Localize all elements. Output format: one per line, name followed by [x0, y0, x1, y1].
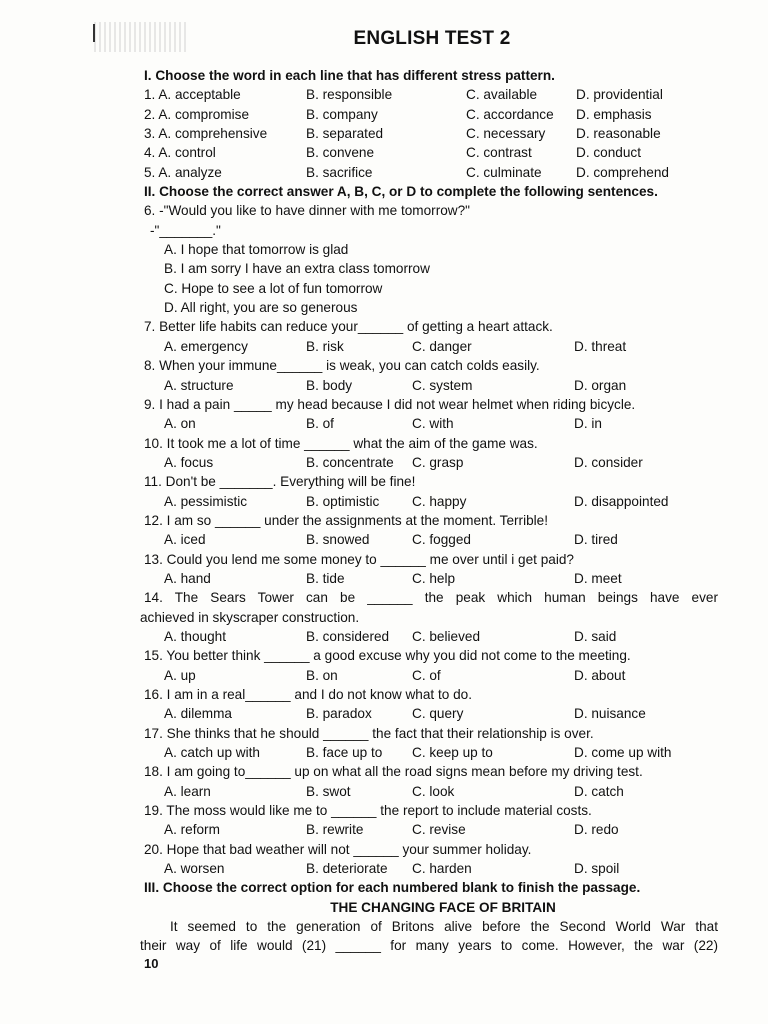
word-c: C. culminate [466, 164, 542, 180]
option-b: B. tide [306, 570, 345, 586]
word-c: C. available [466, 87, 538, 103]
question-stem: 7. Better life habits can reduce your______ of getting a heart attack. [144, 319, 553, 335]
option-d: D. redo [574, 822, 619, 838]
option-d: D. in [574, 416, 602, 432]
option-a: A. focus [164, 454, 214, 470]
option-a: A. pessimistic [164, 493, 248, 509]
section-1-heading: I. Choose the word in each line that has different stress pattern. [144, 68, 555, 83]
question-stem: 12. I am so ______ under the assignments at the moment. Terrible! [144, 512, 549, 528]
word-a: 1. A. acceptable [144, 87, 241, 103]
option-c: C. happy [412, 493, 467, 509]
option-a: A. up [164, 667, 196, 683]
option-a: A. hand [164, 570, 211, 586]
question-stem: 10. It took me a lot of time ______ what the aim of the game was. [144, 435, 538, 451]
question-6-stem: 6. -"Would you like to have dinner with me tomorrow?" [144, 203, 470, 219]
question-14-line-2: achieved in skyscraper construction. [140, 609, 360, 625]
option-c: C. query [412, 706, 464, 722]
question-options [144, 666, 718, 685]
option-c: C. keep up to [412, 745, 493, 761]
word-b: B. responsible [306, 87, 393, 103]
option-b: B. swot [306, 783, 351, 799]
option-c: C. fogged [412, 532, 471, 548]
option-c: C. with [412, 416, 454, 432]
word-a: 5. A. analyze [144, 164, 222, 180]
section-1-item [144, 85, 718, 104]
test-content [140, 66, 718, 956]
section-1-item [144, 143, 718, 162]
option-c: C. of [412, 667, 441, 683]
question-stem: 13. Could you lend me some money to ______ me over until i get paid? [144, 551, 574, 567]
question-stem: 20. Hope that bad weather will not ______ your summer holiday. [144, 841, 532, 857]
option-c: C. grasp [412, 454, 464, 470]
option-b: B. rewrite [306, 822, 364, 838]
option-d: D. threat [574, 338, 627, 354]
word-c: C. necessary [466, 126, 546, 142]
option-b: B. body [306, 377, 353, 393]
option-a: A. emergency [164, 338, 248, 354]
word-c: C. accordance [466, 106, 554, 122]
word-a: 4. A. control [144, 145, 216, 161]
word-c: C. contrast [466, 145, 532, 161]
question-6-option-b: B. I am sorry I have an extra class tomorrow [164, 261, 430, 277]
option-a: A. catch up with [164, 745, 260, 761]
option-b: B. concentrate [306, 454, 394, 470]
option-a: A. dilemma [164, 706, 232, 722]
option-b: B. considered [306, 628, 390, 644]
option-a: A. worsen [164, 861, 225, 877]
question-options [144, 492, 718, 511]
question-stem: 9. I had a pain _____ my head because I did not wear helmet when riding bicycle. [144, 396, 636, 412]
question-options [144, 704, 718, 723]
option-d: D. meet [574, 570, 622, 586]
word-d: D. conduct [576, 145, 641, 161]
question-stem: 8. When your immune______ is weak, you can catch colds easily. [144, 358, 540, 374]
option-c: C. look [412, 783, 455, 799]
question-14-options [144, 627, 718, 646]
question-options [144, 743, 718, 762]
question-6-option-c: C. Hope to see a lot of fun tomorrow [164, 280, 383, 296]
word-b: B. company [306, 106, 378, 122]
question-options [144, 530, 718, 549]
option-d: D. disappointed [574, 493, 669, 509]
question-options [144, 376, 718, 395]
option-c: C. help [412, 570, 456, 586]
option-a: A. reform [164, 822, 220, 838]
option-d: D. spoil [574, 861, 620, 877]
word-d: D. comprehend [576, 164, 669, 180]
option-b: B. deteriorate [306, 861, 388, 877]
option-d: D. nuisance [574, 706, 646, 722]
page-title: ENGLISH TEST 2 [353, 28, 511, 49]
question-stem: 16. I am in a real______ and I do not know what to do. [144, 687, 472, 702]
passage-title: THE CHANGING FACE OF BRITAIN [330, 899, 556, 915]
question-options [144, 859, 718, 878]
questions-7-13 [144, 317, 718, 588]
section-1-item [144, 105, 718, 124]
option-a: A. thought [164, 628, 226, 644]
option-a: A. learn [164, 783, 211, 799]
option-a: A. iced [164, 532, 206, 548]
word-a: 2. A. compromise [144, 106, 250, 122]
word-b: B. separated [306, 126, 384, 142]
question-6-option-a: A. I hope that tomorrow is glad [164, 242, 349, 258]
word-a: 3. A. comprehensive [144, 126, 268, 142]
section-1-items [144, 85, 718, 182]
section-3-heading: III. Choose the correct option for each numbered blank to finish the passage. [144, 880, 641, 896]
option-b: B. risk [306, 338, 344, 354]
option-b: B. paradox [306, 706, 372, 722]
section-1-item [144, 163, 718, 182]
option-c: C. believed [412, 628, 481, 644]
option-c: C. revise [412, 822, 466, 838]
option-a: A. on [164, 416, 196, 432]
page-number: 10 [144, 956, 159, 971]
section-1-item [144, 124, 718, 143]
option-b: B. optimistic [306, 493, 380, 509]
question-stem: 17. She thinks that he should ______ the fact that their relationship is over. [144, 725, 594, 741]
question-options [144, 337, 718, 356]
option-d: D. consider [574, 454, 643, 470]
option-a: A. structure [164, 377, 234, 393]
question-6-reply: -"_______." [150, 222, 221, 238]
word-d: D. emphasis [576, 106, 652, 122]
option-d: D. come up with [574, 745, 672, 761]
section-2-heading: II. Choose the correct answer A, B, C, or D to complete the following sentences. [144, 184, 658, 200]
passage-line-1: It seemed to the generation of Britons alive before the Second World War that [170, 919, 718, 935]
question-stem: 19. The moss would like me to ______ the report to include material costs. [144, 803, 592, 819]
option-d: D. catch [574, 783, 624, 799]
option-b: B. on [306, 667, 338, 683]
question-stem: 18. I am going to______ up on what all the road signs mean before my driving test. [144, 764, 643, 780]
question-options [144, 453, 718, 472]
question-14-line-1: 14. The Sears Tower can be ______ the peak which human beings have ever [144, 590, 718, 606]
word-d: D. reasonable [576, 126, 661, 142]
question-6-option-d: D. All right, you are so generous [164, 300, 358, 316]
option-b: B. snowed [306, 532, 370, 548]
word-b: B. sacrifice [306, 164, 373, 180]
question-options [144, 414, 718, 433]
question-stem: 15. You better think ______ a good excuse why you did not come to the meeting. [144, 648, 631, 664]
option-b: B. of [306, 416, 334, 432]
option-d: D. tired [574, 532, 618, 548]
question-options [144, 782, 718, 801]
question-stem: 11. Don't be _______. Everything will be fine! [144, 474, 416, 490]
word-b: B. convene [306, 145, 375, 161]
option-c: C. system [412, 377, 473, 393]
option-c: C. harden [412, 861, 472, 877]
option-c: C. danger [412, 338, 472, 354]
question-options [144, 820, 718, 839]
option-b: B. face up to [306, 745, 383, 761]
question-options [144, 569, 718, 588]
option-d: D. organ [574, 377, 627, 393]
questions-15-20 [144, 646, 718, 878]
word-d: D. providential [576, 87, 663, 103]
passage-line-2: their way of life would (21) ______ for many years to come. However, the war (22) [140, 938, 718, 954]
option-d: D. said [574, 628, 617, 644]
option-d: D. about [574, 667, 626, 683]
